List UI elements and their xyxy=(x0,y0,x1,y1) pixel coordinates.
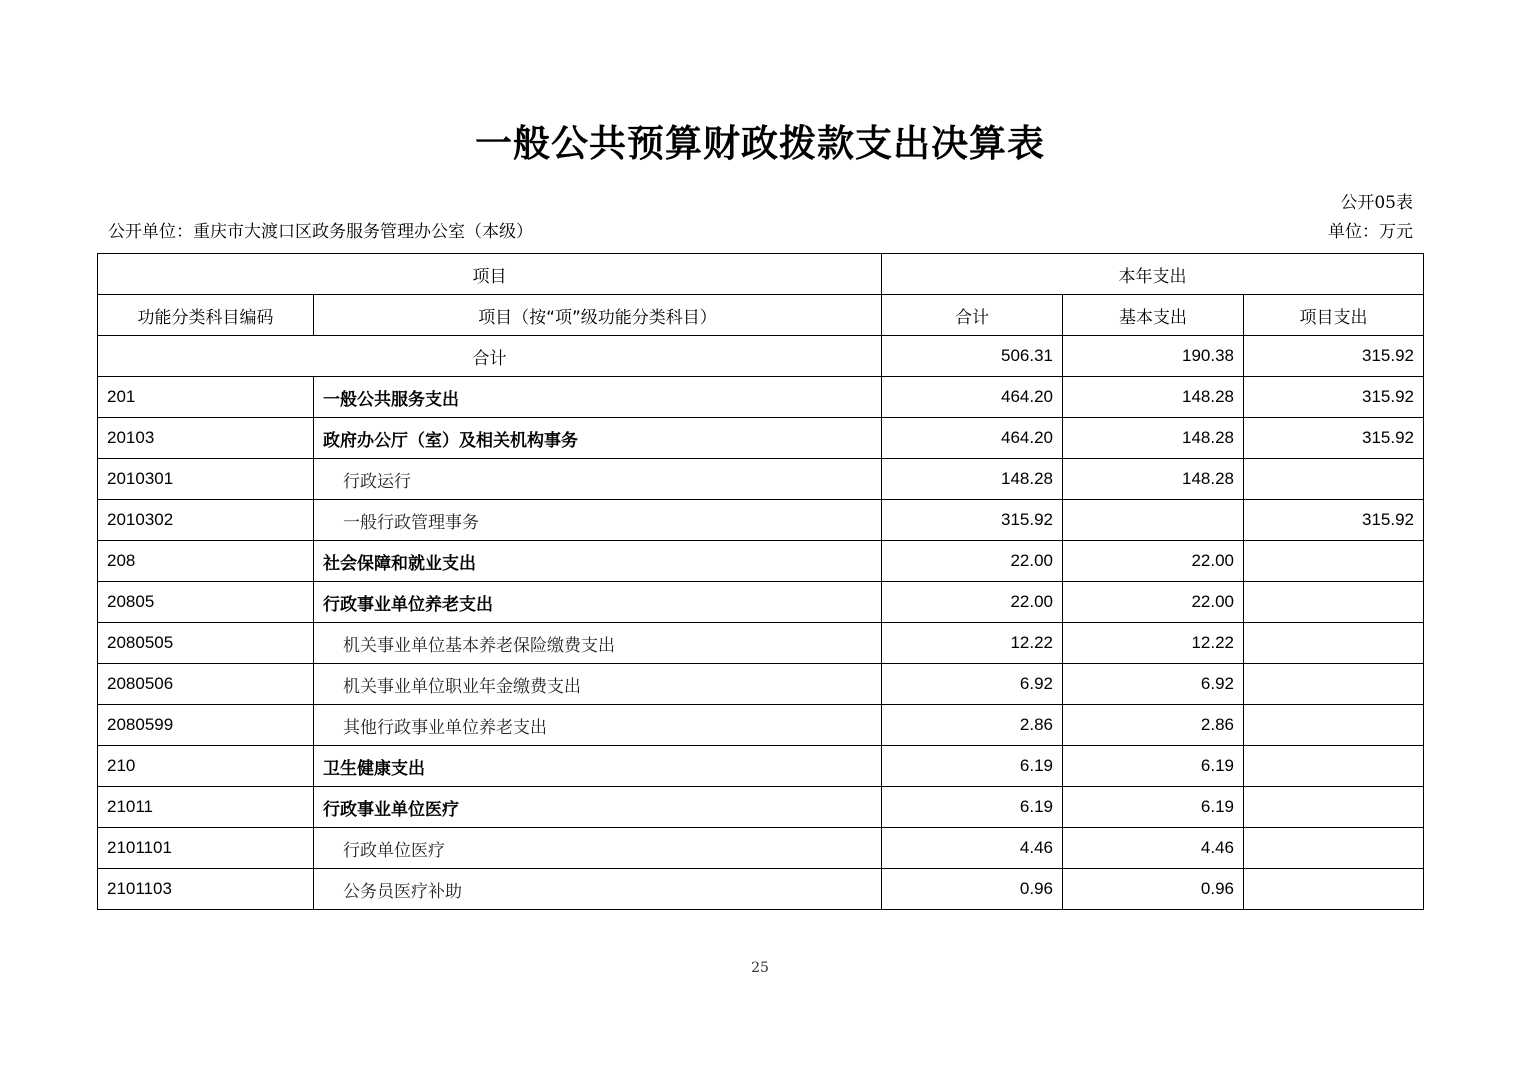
reporting-unit: 公开单位：重庆市大渡口区政务服务管理办公室（本级） xyxy=(108,222,533,242)
table-row xyxy=(98,582,1424,623)
row-item-name: 行政运行 xyxy=(314,459,882,500)
row-project xyxy=(1244,541,1424,582)
row-project xyxy=(1244,459,1424,500)
row-code: 201 xyxy=(98,377,314,418)
total-sum: 506.31 xyxy=(882,336,1063,377)
row-code: 2101103 xyxy=(98,869,314,910)
row-total: 22.00 xyxy=(882,541,1063,582)
row-project xyxy=(1244,869,1424,910)
row-basic: 148.28 xyxy=(1063,418,1244,459)
row-total: 2.86 xyxy=(882,705,1063,746)
total-project: 315.92 xyxy=(1244,336,1424,377)
row-project xyxy=(1244,746,1424,787)
total-row xyxy=(98,336,1424,377)
row-basic: 2.86 xyxy=(1063,705,1244,746)
table-row xyxy=(98,787,1424,828)
row-basic: 148.28 xyxy=(1063,377,1244,418)
table-row xyxy=(98,623,1424,664)
row-project xyxy=(1244,623,1424,664)
row-project xyxy=(1244,828,1424,869)
row-total: 0.96 xyxy=(882,869,1063,910)
row-code: 210 xyxy=(98,746,314,787)
row-total: 6.19 xyxy=(882,746,1063,787)
row-item-name: 一般公共服务支出 xyxy=(314,377,882,418)
page-title: 一般公共预算财政拨款支出决算表 xyxy=(475,122,1045,165)
row-total: 148.28 xyxy=(882,459,1063,500)
header-project: 项目 xyxy=(98,254,882,295)
row-item-name: 行政事业单位养老支出 xyxy=(314,582,882,623)
total-basic: 190.38 xyxy=(1063,336,1244,377)
row-code: 2080599 xyxy=(98,705,314,746)
header-row-1 xyxy=(98,254,1424,295)
table-row xyxy=(98,377,1424,418)
table-row xyxy=(98,828,1424,869)
header-project-expenditure: 项目支出 xyxy=(1244,295,1424,336)
row-item-name: 机关事业单位职业年金缴费支出 xyxy=(314,664,882,705)
row-total: 4.46 xyxy=(882,828,1063,869)
row-basic: 4.46 xyxy=(1063,828,1244,869)
row-code: 2101101 xyxy=(98,828,314,869)
row-item-name: 行政单位医疗 xyxy=(314,828,882,869)
row-basic: 6.92 xyxy=(1063,664,1244,705)
row-total: 315.92 xyxy=(882,500,1063,541)
row-project xyxy=(1244,705,1424,746)
table-row xyxy=(98,746,1424,787)
row-project xyxy=(1244,664,1424,705)
table-row xyxy=(98,500,1424,541)
page-number: 25 xyxy=(751,960,769,976)
row-code: 2010302 xyxy=(98,500,314,541)
header-current-year: 本年支出 xyxy=(882,254,1424,295)
row-basic: 0.96 xyxy=(1063,869,1244,910)
row-basic: 6.19 xyxy=(1063,746,1244,787)
row-item-name: 其他行政事业单位养老支出 xyxy=(314,705,882,746)
row-total: 464.20 xyxy=(882,377,1063,418)
table-row xyxy=(98,541,1424,582)
row-basic: 12.22 xyxy=(1063,623,1244,664)
row-total: 22.00 xyxy=(882,582,1063,623)
row-item-name: 公务员医疗补助 xyxy=(314,869,882,910)
currency-unit: 单位：万元 xyxy=(1328,222,1413,242)
row-code: 21011 xyxy=(98,787,314,828)
header-basic: 基本支出 xyxy=(1063,295,1244,336)
row-code: 2010301 xyxy=(98,459,314,500)
row-total: 6.19 xyxy=(882,787,1063,828)
row-code: 20103 xyxy=(98,418,314,459)
table-number: 公开05表 xyxy=(1340,193,1413,213)
row-item-name: 卫生健康支出 xyxy=(314,746,882,787)
row-item-name: 行政事业单位医疗 xyxy=(314,787,882,828)
row-code: 20805 xyxy=(98,582,314,623)
row-code: 2080506 xyxy=(98,664,314,705)
row-basic: 22.00 xyxy=(1063,582,1244,623)
header-row-2 xyxy=(98,295,1424,336)
row-project xyxy=(1244,582,1424,623)
row-project xyxy=(1244,787,1424,828)
table-row xyxy=(98,664,1424,705)
row-item-name: 一般行政管理事务 xyxy=(314,500,882,541)
row-total: 464.20 xyxy=(882,418,1063,459)
row-item-name: 社会保障和就业支出 xyxy=(314,541,882,582)
row-basic xyxy=(1063,500,1244,541)
total-label: 合计 xyxy=(98,336,882,377)
row-total: 12.22 xyxy=(882,623,1063,664)
row-project: 315.92 xyxy=(1244,500,1424,541)
row-basic: 148.28 xyxy=(1063,459,1244,500)
table-row xyxy=(98,418,1424,459)
row-project: 315.92 xyxy=(1244,418,1424,459)
header-code: 功能分类科目编码 xyxy=(98,295,314,336)
row-project: 315.92 xyxy=(1244,377,1424,418)
row-item-name: 政府办公厅（室）及相关机构事务 xyxy=(314,418,882,459)
row-basic: 22.00 xyxy=(1063,541,1244,582)
row-code: 208 xyxy=(98,541,314,582)
row-code: 2080505 xyxy=(98,623,314,664)
header-total: 合计 xyxy=(882,295,1063,336)
row-total: 6.92 xyxy=(882,664,1063,705)
row-basic: 6.19 xyxy=(1063,787,1244,828)
header-item-name: 项目（按“项”级功能分类科目） xyxy=(314,295,882,336)
row-item-name: 机关事业单位基本养老保险缴费支出 xyxy=(314,623,882,664)
budget-table xyxy=(97,253,1424,910)
table-row xyxy=(98,869,1424,910)
table-row xyxy=(98,705,1424,746)
table-row xyxy=(98,459,1424,500)
